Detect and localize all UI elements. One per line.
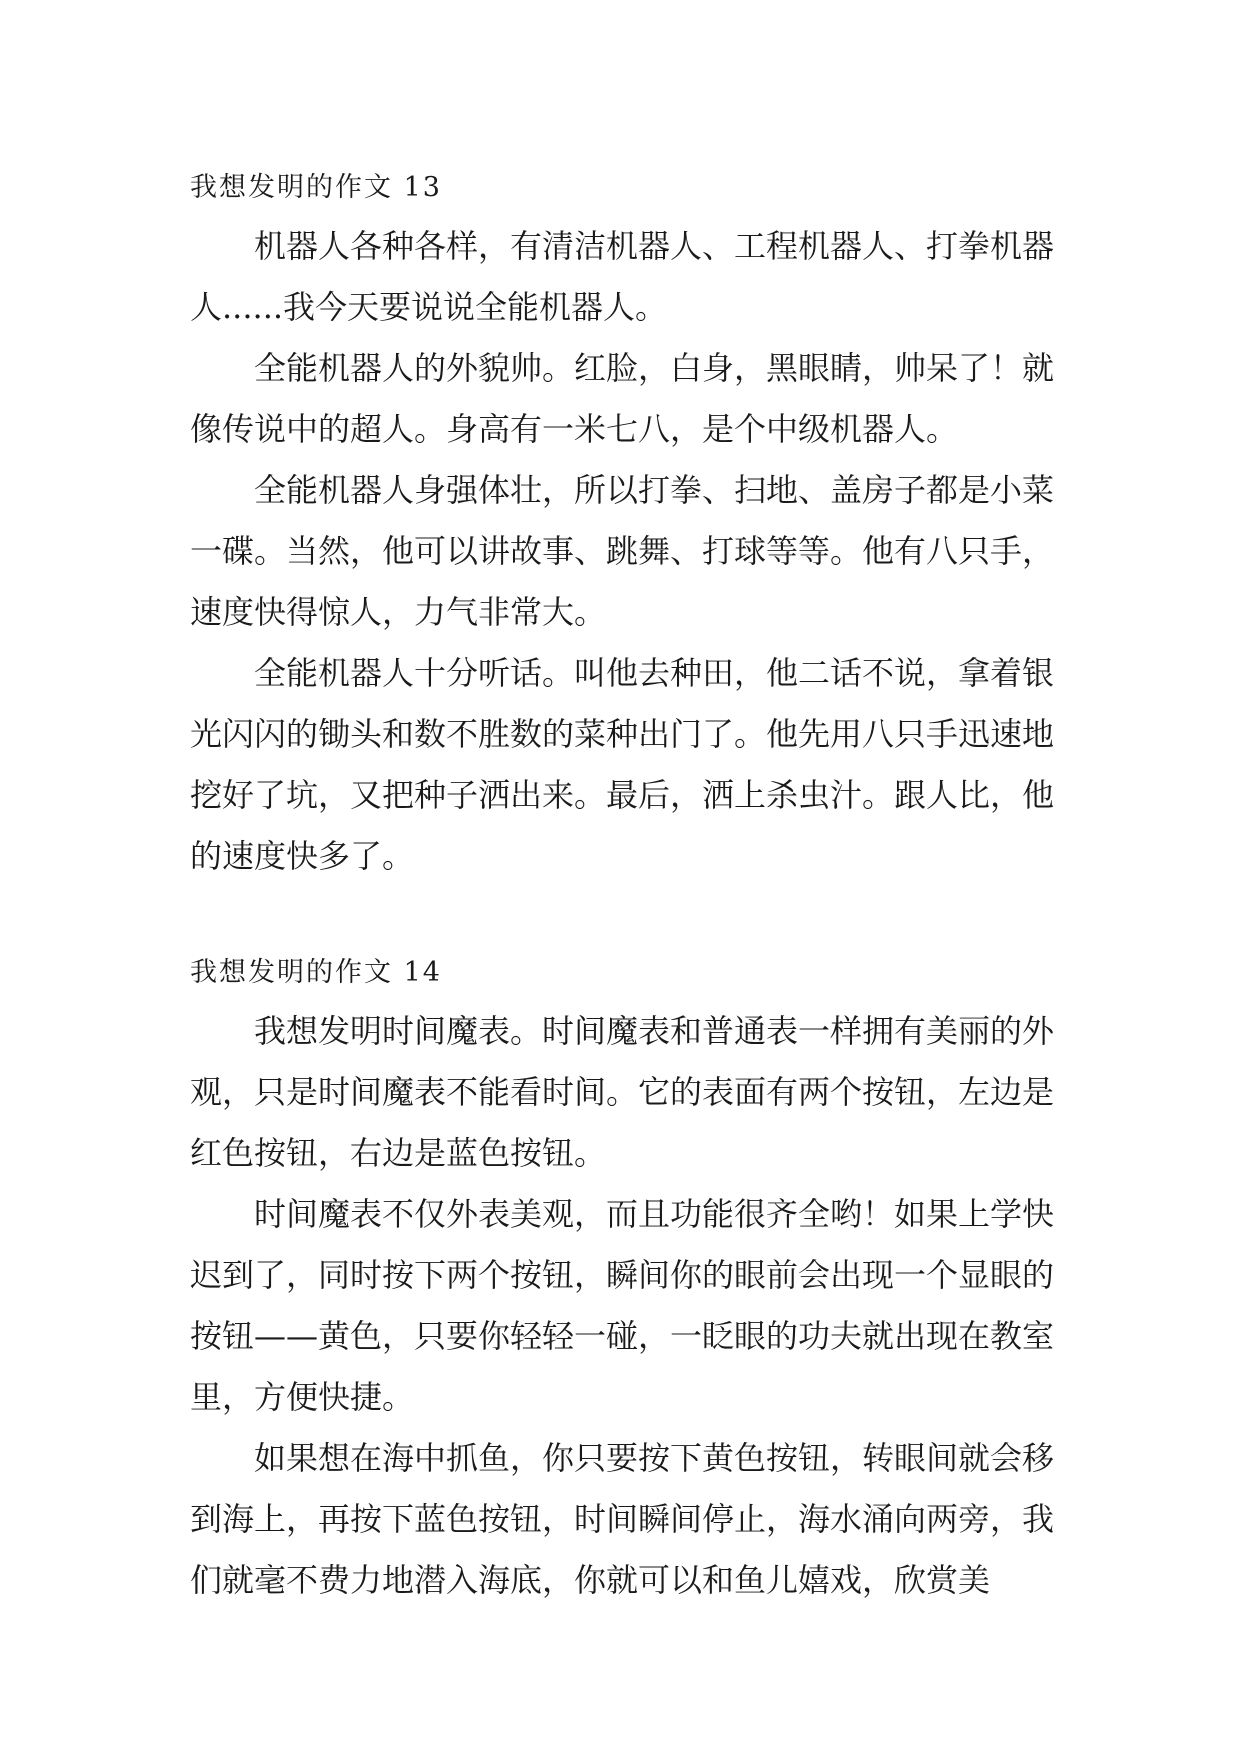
essay-paragraph: 全能机器人身强体壮，所以打拳、扫地、盖房子都是小菜一碟。当然，他可以讲故事、跳舞、打球等等。他有八只手，速度快得惊人，力气非常大。	[190, 471, 1055, 631]
essay-heading: 我想发明的作文 13	[190, 172, 442, 203]
essay-section-13	[190, 160, 1054, 887]
essay-paragraph: 我想发明时间魔表。时间魔表和普通表一样拥有美丽的外观，只是时间魔表不能看时间。它的表面有两个按钮，左边是红色按钮，右边是蓝色按钮。	[190, 1012, 1055, 1172]
essay-paragraph: 如果想在海中抓鱼，你只要按下黄色按钮，转眼间就会移到海上，再按下蓝色按钮，时间瞬间停止，海水涌向两旁，我们就毫不费力地潜入海底，你就可以和鱼儿嬉戏，欣赏美	[190, 1439, 1055, 1599]
essay-paragraph: 时间魔表不仅外表美观，而且功能很齐全哟！如果上学快迟到了，同时按下两个按钮，瞬间你的眼前会出现一个显眼的按钮——黄色，只要你轻轻一碰，一眨眼的功夫就出现在教室里，方便快捷。	[190, 1195, 1055, 1416]
essay-heading: 我想发明的作文 14	[190, 957, 442, 988]
document-page	[190, 160, 1054, 1611]
essay-paragraph: 机器人各种各样，有清洁机器人、工程机器人、打拳机器人......我今天要说说全能机器人。	[190, 227, 1055, 326]
essay-paragraph: 全能机器人的外貌帅。红脸，白身，黑眼睛，帅呆了！就像传说中的超人。身高有一米七八，是个中级机器人。	[190, 349, 1055, 448]
essay-paragraph: 全能机器人十分听话。叫他去种田，他二话不说，拿着银光闪闪的锄头和数不胜数的菜种出门了。他先用八只手迅速地挖好了坑，又把种子洒出来。最后，洒上杀虫汁。跟人比，他的速度快多了。	[190, 654, 1055, 875]
essay-section-14	[190, 945, 1054, 1611]
